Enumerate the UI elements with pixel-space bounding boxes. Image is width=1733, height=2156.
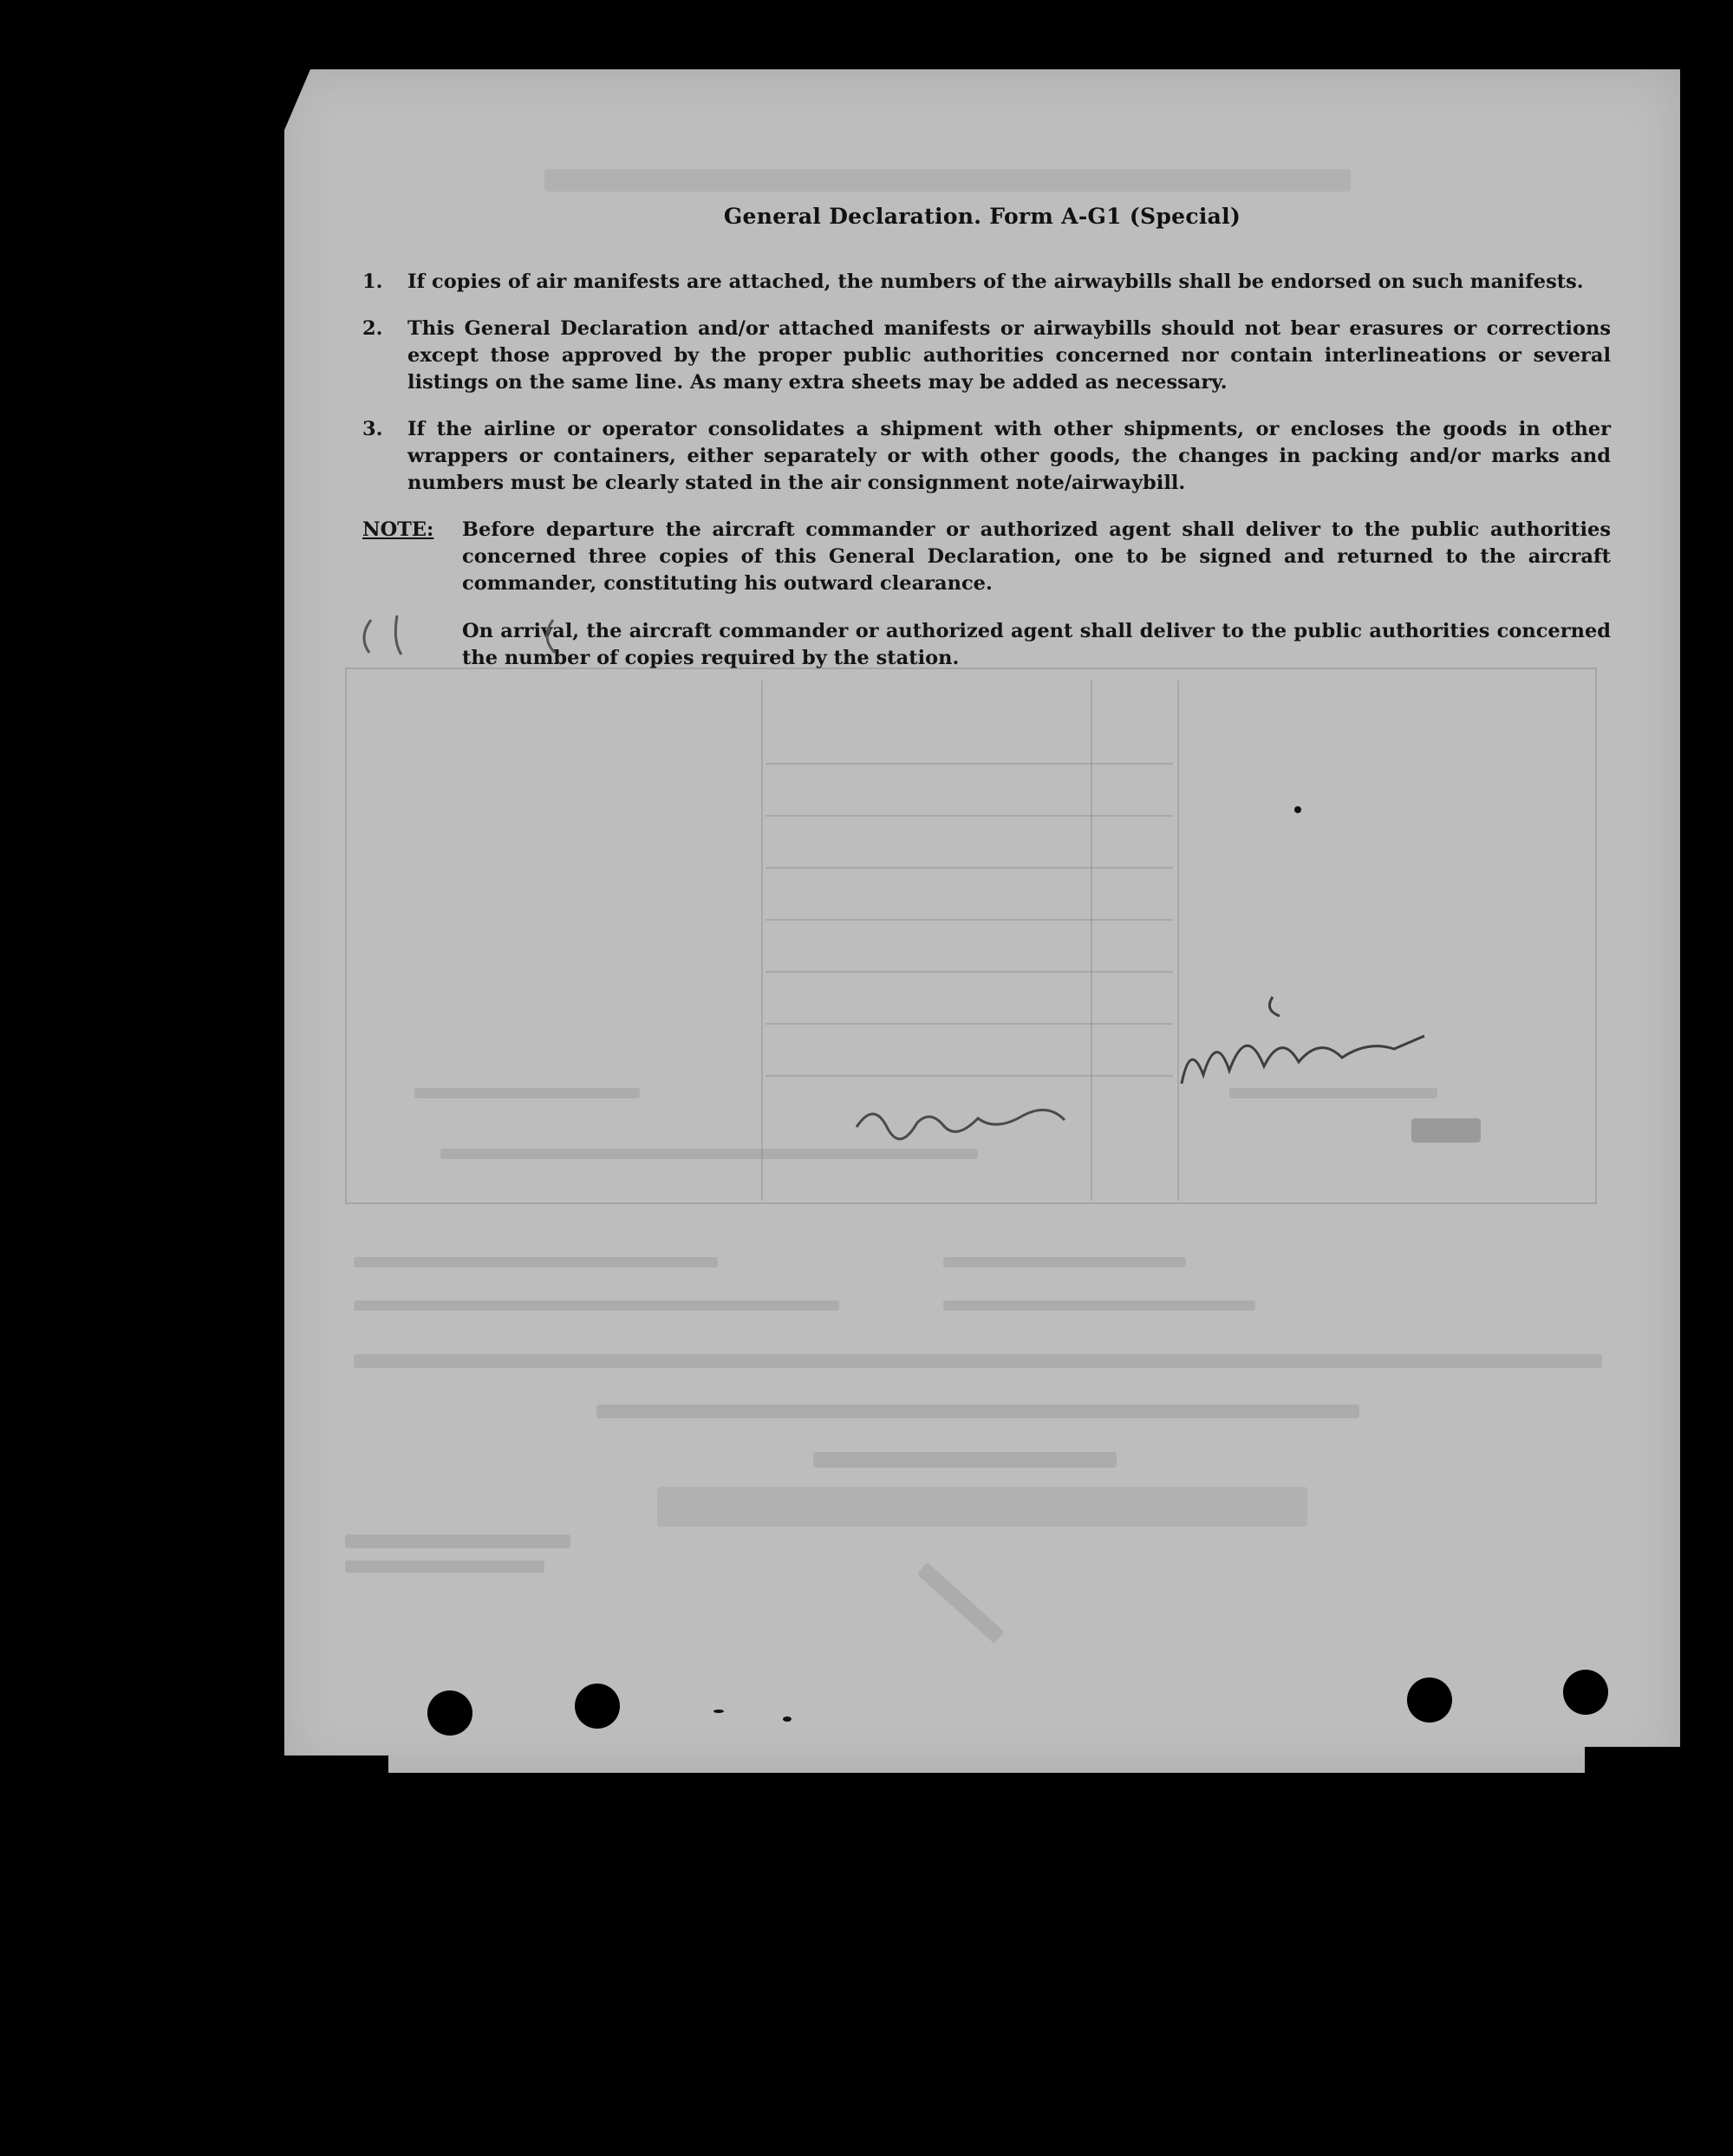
ghost-text: [596, 1404, 1359, 1418]
item-text: If the airline or operator consolidates a shipment with other shipments, or encloses the goods in other wrappers or containers, either separately or with other goods, the changes in packing and/or marks and numbers must be clearly stated in the air consignment note/airwaybill.: [407, 418, 1611, 494]
folded-corner: [284, 69, 310, 130]
instruction-item-3: [362, 416, 1611, 497]
ghost-stamp: [916, 1562, 1004, 1644]
ghost-table-frame: [345, 668, 1597, 1204]
ghost-stamp: [1411, 1118, 1481, 1143]
item-number: 1.: [362, 270, 383, 293]
punch-hole: [427, 1690, 472, 1736]
ghost-table-rule: [766, 867, 1173, 869]
ghost-table-rule: [766, 919, 1173, 921]
item-number: 3.: [362, 418, 383, 440]
speck: [783, 1716, 792, 1722]
ghost-text: [440, 1149, 978, 1159]
instruction-item-1: [362, 269, 1611, 296]
ghost-text: [354, 1354, 1602, 1368]
document-title: General Declaration. Form A-G1 (Special): [723, 204, 1241, 229]
ghost-table-rule: [766, 815, 1173, 817]
ghost-text: [345, 1534, 570, 1548]
ghost-table-rule: [766, 971, 1173, 973]
note-block: [362, 517, 1611, 672]
note-paragraph-1: Before departure the aircraft commander or authorized agent shall deliver to the public authorities concerned three copies of this General Declaration, one to be signed and returned to the aircraft commander, constituting his outward clearance.: [462, 518, 1611, 595]
ghost-text: [943, 1300, 1255, 1311]
speck: [713, 1710, 724, 1713]
item-number: 2.: [362, 317, 383, 340]
ghost-table-rule: [766, 763, 1173, 765]
punch-hole: [575, 1684, 620, 1729]
ghost-text: [354, 1257, 718, 1267]
instruction-item-2: [362, 316, 1611, 396]
handwritten-signature: [1169, 988, 1429, 1092]
ghost-title-text: [657, 1487, 1307, 1527]
ghost-text: [345, 1560, 544, 1573]
torn-edge: [1585, 1747, 1680, 1773]
speck: [1294, 806, 1301, 813]
note-paragraph-2: On arrival, the aircraft commander or authorized agent shall deliver to the public authorities concerned the number of copies required by the station.: [462, 620, 1611, 669]
item-text: If copies of air manifests are attached, the numbers of the airwaybills shall be endorsed on such manifests.: [407, 270, 1584, 293]
ghost-table-divider: [1177, 681, 1179, 1201]
note-label: NOTE:: [362, 518, 434, 541]
handwritten-signature: [848, 1092, 1073, 1144]
ghost-header-text: [544, 169, 1351, 192]
ghost-table-rule: [766, 1023, 1173, 1025]
ghost-table-rule: [766, 1075, 1173, 1077]
ghost-text: [813, 1452, 1117, 1468]
ghost-text: [1229, 1088, 1437, 1098]
torn-edge: [284, 1755, 388, 1773]
ghost-table-divider: [761, 681, 763, 1201]
ghost-table-divider: [1091, 681, 1092, 1201]
punch-hole: [1563, 1670, 1608, 1715]
item-text: This General Declaration and/or attached manifests or airwaybills should not bear erasures or corrections except those approved by the proper public authorities concerned nor contain interlineations or several listings on the same line. As many extra sheets may be added as necessary.: [407, 317, 1611, 394]
punch-hole: [1407, 1677, 1452, 1723]
document-page: [284, 69, 1680, 1773]
ghost-text: [943, 1257, 1186, 1267]
ghost-text: [354, 1300, 839, 1311]
ghost-text: [414, 1088, 640, 1098]
